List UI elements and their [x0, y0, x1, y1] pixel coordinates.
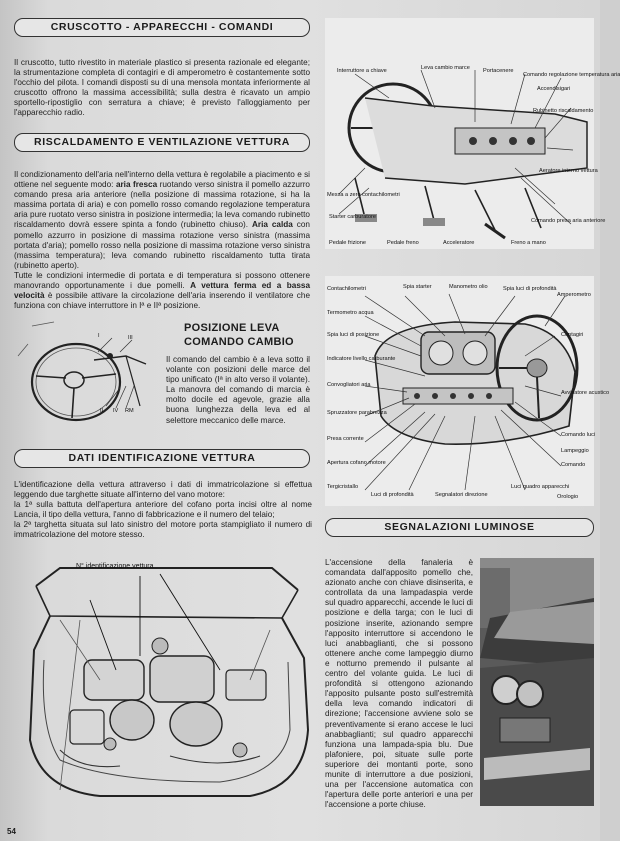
engine-id-label: N° identificazione vettura — [76, 563, 154, 570]
leva-cambio-body: Il comando del cambio è a leva sotto il volante con posizioni delle marce del tipo unificato (Iª in alto verso il volante). La manovra del comando di marcia è molto docile ed agevole, grazie alla buona lunghezza della leva ed al selettore meccanico delle marce. — [166, 355, 310, 425]
top-label-comando-temp: Comando regolazione temperatura aria — [523, 72, 620, 78]
bot-label-convogliatori: Convogliatori aria — [327, 382, 371, 388]
segnalazioni-body: L'accensione della fanaleria è comandata dall'apposito pomello che, azionato anche con chiave disinserita, e controllata da una lampadaspia verde sul quadro apparecchi, accende le luci di posizione e della targa; con le luci di posizione inserite, azionando sempre l'apposito interruttore si accendono le luci anabbaglianti, che si possono ottenere anche come lampeggio diurno e notturno premendo il pulsante al centro del volante guida. Le luci di profondità si ottengono azionando l'apposito pulsante posto sull'estremità della leva comando indicatori di direzione; l'accensione avviene solo se preventivamente si erano accese le luci anabbaglianti; sul quadro apparecchi funziona una lampada-spia blu. Due plafoniere, poi, situate sulle porte superiore dei montanti porte, sono munite di interruttore a due posizioni, una per l'accensione automatica con l'apertura delle porte anteriori e una per l'accensione a porte chiuse. — [325, 558, 473, 810]
riscaldamento-p1-a: Il condizionamento dell'aria nell'interno della vettura è regolabile a piacimento e si ottiene nel seguente modo: — [14, 170, 310, 190]
bot-label-amperometro: Amperometro — [557, 292, 591, 298]
top-label-leva-cambio: Leva cambio marce — [421, 65, 470, 71]
riscaldamento-aria-fresca: aria fresca — [115, 180, 158, 190]
top-label-pedale-frizione: Pedale frizione — [329, 240, 367, 246]
bot-label-avvisatore: Avvisatore acustico — [561, 390, 610, 396]
top-label-accendisigari: Accendisigari — [537, 86, 571, 92]
dashboard-top-figure — [325, 18, 620, 249]
riscaldamento-p1-c: ruotando verso sinistra il pomello azzurro comando presa aria anteriore (nella posizione di massima rotazione, si ha la massima portata di aria) e con pomello rosso comando regolazione temperatura aria pure ruotato verso sinistra in posizione intermedia; la leva comando rubinetto riscaldamento dovrà essere spinta a fondo (rubinetto chiuso). — [14, 180, 310, 230]
section-title-identificazione: DATI IDENTIFICAZIONE VETTURA — [14, 449, 310, 468]
bot-label-manometro: Manometro olio — [449, 284, 488, 290]
gear-label-1: I — [98, 333, 100, 339]
engine-bay-figure — [20, 560, 314, 804]
page-number: 54 — [7, 827, 16, 836]
top-label-acceleratore: Acceleratore — [443, 240, 475, 246]
section-title-cruscotto: CRUSCOTTO - APPARECCHI - COMANDI — [14, 18, 310, 37]
top-label-aeratore: Aeratore interno vettura — [539, 168, 598, 174]
top-label-messa-zero: Messa a zero contachilometri — [327, 192, 400, 198]
gear-label-2: II — [100, 408, 104, 414]
bot-label-apertura-cofano: Apertura cofano motore — [327, 460, 386, 466]
bot-label-lampeggio: Lampeggio — [561, 448, 589, 454]
riscaldamento-p2-a: Tutte le condizioni intermedie di portata e di temperatura si possono ottenere manovrando opportunamente i due pomelli. — [14, 270, 310, 291]
bot-label-spia-profondita: Spia luci di profondità — [503, 286, 557, 292]
top-label-interruttore: Interruttore a chiave — [337, 68, 387, 74]
riscaldamento-body — [14, 170, 310, 311]
top-label-presa-aria: Comando presa aria anteriore — [531, 218, 606, 224]
bot-label-segnalatori: Segnalatori direzione — [435, 492, 488, 498]
top-label-pedale-freno: Pedale freno — [387, 240, 419, 246]
bot-label-tergicristallo: Tergicristallo — [327, 484, 359, 490]
identificazione-intro: L'identificazione della vettura attraverso i dati di immatricolazione si effettua leggendo due targhette situate all'interno del vano motore: — [14, 480, 312, 500]
gear-label-rm: RM — [125, 408, 134, 414]
bot-label-presa-corrente: Presa corrente — [327, 436, 364, 442]
gear-lever-drawing — [14, 316, 164, 440]
bot-label-contagiri: Contagiri — [561, 332, 584, 338]
top-label-starter: Starter carburatore — [329, 214, 376, 220]
cruscotto-body: Il cruscotto, tutto rivestito in materiale plastico si presenta razionale ed elegante; la strumentazione completa di contagiri e di amperometro è costantemente sotto l'occhio del pilota. I comandi disposti su di una mensola montata inferiormente al cruscotto offrono la massima accessibilità; sulla destra è ricavato un ampio sportello-ripostiglio con serratura a chiave; è previsto l'alloggiamento per l'apparecchio radio. — [14, 58, 310, 118]
bot-label-luci-profondita: Luci di profondità — [371, 492, 414, 498]
riscaldamento-vettura-ferma: A vettura ferma ed a bassa velocità — [14, 281, 310, 301]
bot-label-contachilometri: Contachilometri — [327, 286, 366, 292]
car-front-photo — [480, 558, 594, 806]
top-label-rubinetto: Rubinetto riscaldamento — [533, 108, 594, 114]
riscaldamento-aria-calda: Aria calda — [251, 220, 293, 230]
bot-label-livello: Indicatore livello carburante — [327, 356, 396, 362]
top-label-freno-mano: Freno a mano — [511, 240, 546, 246]
riscaldamento-p1-e: con pomello azzurro in posizione di massima rotazione verso sinistra (massima portata d'aria); pomello rosso nella posizione di massima rotazione verso sinistra (massima temperatura); leva comando rubinetto riscaldamento tutta tirata (rubinetto aperto). — [14, 220, 310, 270]
identificazione-item-2: la 2ª targhetta situata sul lato sinistro del motore porta stampigliato il numero di immatricolazione del motore stesso. — [14, 520, 312, 540]
identificazione-item-1: la 1ª sulla battuta dell'apertura anteriore del cofano porta incisi oltre al nome Lancia, il tipo della vettura, l'anno di fabbricazione e il numero del telaio; — [14, 500, 312, 520]
gear-lever-figure — [14, 316, 164, 440]
leva-cambio-title-2: COMANDO CAMBIO — [184, 336, 294, 348]
bot-label-comando: Comando — [561, 462, 586, 468]
bot-label-orologio: Orologio — [557, 494, 579, 500]
car-photo-drawing — [480, 558, 594, 806]
dashboard-bottom-figure — [325, 276, 610, 506]
bot-label-luci-quadro: Luci quadro apparecchi — [511, 484, 570, 490]
leva-cambio-title-1: POSIZIONE LEVA — [184, 322, 280, 334]
engine-bay-drawing — [20, 560, 314, 804]
bot-label-comando-luci: Comando luci — [561, 432, 596, 438]
riscaldamento-p2-c: è possibile attivare la circolazione dell'aria inserendo il ventilatore che funziona con chiave interruttore in Iª e IIª posizione. — [14, 291, 310, 311]
bot-label-spia-starter: Spia starter — [403, 284, 432, 290]
gear-label-4: IV — [113, 408, 119, 414]
top-label-portacenere: Portacenere — [483, 68, 514, 74]
identificazione-body — [14, 480, 312, 541]
bot-label-termometro: Termometro acqua — [327, 310, 374, 316]
section-title-riscaldamento: RISCALDAMENTO E VENTILAZIONE VETTURA — [14, 133, 310, 152]
bot-label-spia-posizione: Spia luci di posizione — [327, 332, 380, 338]
section-title-segnalazioni: SEGNALAZIONI LUMINOSE — [325, 518, 594, 537]
gear-label-3: III — [128, 335, 133, 341]
bot-label-spruzzatore: Spruzzatore parabrezza — [327, 410, 387, 416]
